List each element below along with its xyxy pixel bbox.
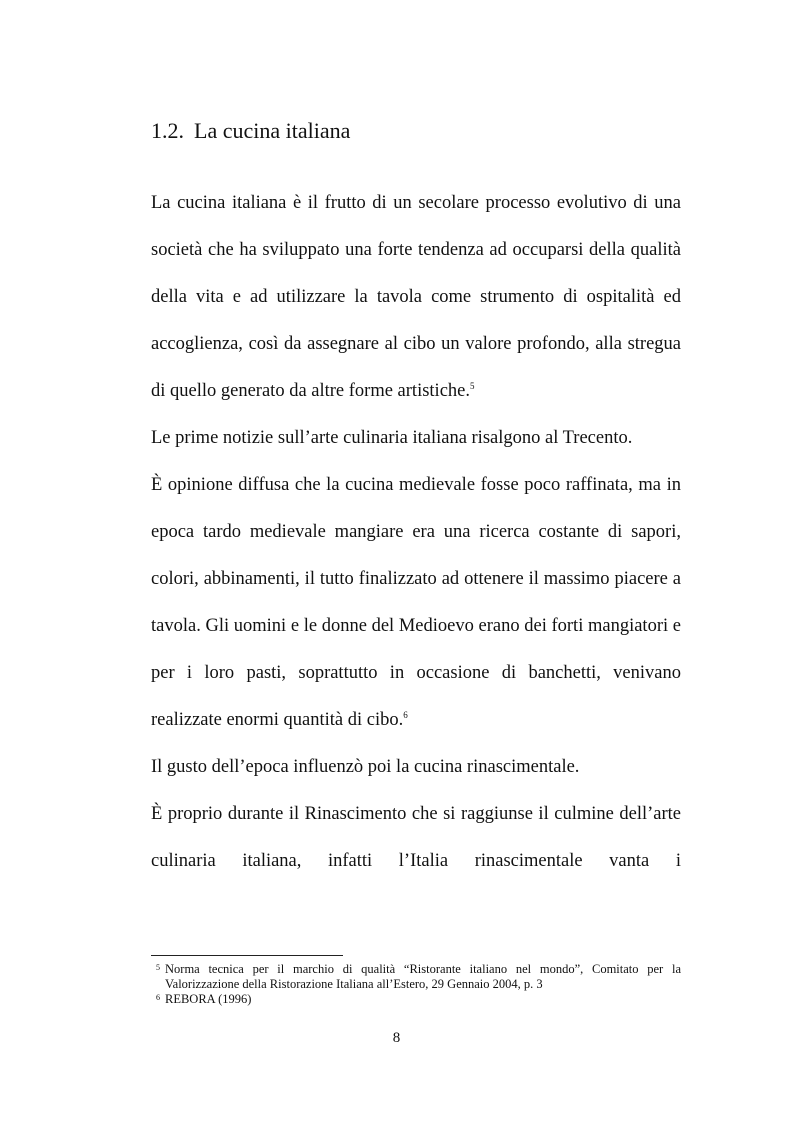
body-text <box>151 180 681 885</box>
paragraph-text: È opinione diffusa che la cucina medievale fosse poco raffinata, ma in epoca tardo medievale mangiare era una ricerca costante di sapori, colori, abbinamenti, il tutto finalizzato ad ottenere il massimo piacere a tavola. Gli uomini e le donne del Medioevo erano dei forti mangiatori e per i loro pasti, soprattutto in occasione di banchetti, venivano realizzate enormi quantità di cibo. <box>151 475 681 730</box>
paragraph <box>151 415 681 462</box>
footnote-ref: 6 <box>403 710 408 720</box>
paragraph-text: Il gusto dell’epoca influenzò poi la cucina rinascimentale. <box>151 757 580 777</box>
paragraph <box>151 462 681 744</box>
section-title: La cucina italiana <box>194 118 351 143</box>
paragraph <box>151 744 681 791</box>
footnote <box>151 992 681 1007</box>
section-number: 1.2. <box>151 118 184 143</box>
paragraph <box>151 180 681 415</box>
footnote-ref: 5 <box>470 381 475 391</box>
footnote-text: Norma tecnica per il marchio di qualità “Ristorante italiano nel mondo”, Comitato per la Valorizzazione della Ristorazione Italiana all’Estero, 29 Gennaio 2004, p. 3 <box>165 962 681 991</box>
footnotes <box>151 962 681 1007</box>
paragraph-text: Le prime notizie sull’arte culinaria italiana risalgono al Trecento. <box>151 428 633 448</box>
paragraph-text: La cucina italiana è il frutto di un secolare processo evolutivo di una società che ha sviluppato una forte tendenza ad occuparsi della qualità della vita e ad utilizzare la tavola come strumento di ospitalità ed accoglienza, così da assegnare al cibo un valore profondo, alla stregua di quello generato da altre forme artistiche. <box>151 193 681 401</box>
footnote <box>151 962 681 992</box>
footnote-mark: 6 <box>156 993 160 1002</box>
section-heading <box>151 118 350 144</box>
paragraph <box>151 791 681 885</box>
page-number: 8 <box>392 1030 401 1046</box>
paragraph-text: È proprio durante il Rinascimento che si raggiunse il culmine dell’arte culinaria italiana, infatti l’Italia rinascimentale vanta i <box>151 804 681 871</box>
footnote-mark: 5 <box>156 963 160 972</box>
footnote-text: REBORA (1996) <box>165 992 252 1006</box>
footnote-separator <box>151 955 343 956</box>
